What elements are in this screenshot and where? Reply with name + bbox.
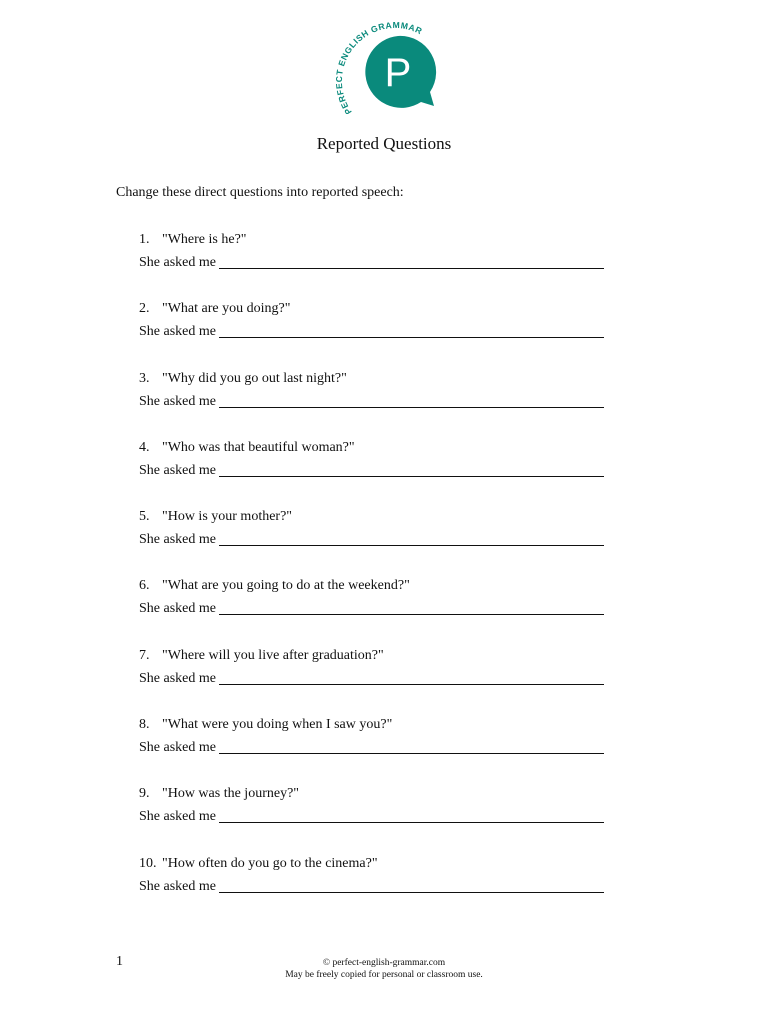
question-line [139,854,619,877]
question-text: "What are you doing?" [162,301,291,317]
question-list [139,230,619,923]
answer-row [139,530,619,553]
question-number: 1. [139,232,150,247]
answer-blank[interactable] [219,267,604,269]
answer-row [139,877,619,900]
question-number: 9. [139,786,150,802]
question-item [139,438,619,507]
answer-blank[interactable] [219,752,604,754]
instructions: Change these direct questions into reported speech: [116,185,404,200]
logo [330,22,442,114]
page-title: Reported Questions [316,134,452,153]
question-number: 5. [139,509,150,525]
question-item [139,299,619,368]
question-line [139,715,619,738]
question-line [139,576,619,599]
question-item [139,507,619,576]
answer-prefix: She asked me [139,809,216,825]
question-item [139,369,619,438]
answer-row [139,392,619,415]
answer-prefix: She asked me [139,462,216,478]
question-line [139,438,619,461]
answer-blank[interactable] [219,336,604,338]
answer-row [139,807,619,830]
question-line [139,784,619,807]
answer-blank[interactable] [219,613,604,615]
logo-letter: P [384,51,412,95]
question-text: "How is your mother?" [162,509,293,525]
answer-blank[interactable] [219,406,604,408]
question-item [139,646,619,715]
question-item [139,576,619,645]
question-line [139,369,619,392]
question-number: 2. [139,301,150,317]
answer-row [139,669,619,692]
answer-blank[interactable] [219,821,604,823]
answer-prefix: She asked me [139,670,216,686]
footer-note: May be freely copied for personal or classroom use. [285,970,483,980]
question-text: "Where is he?" [162,232,247,247]
answer-blank[interactable] [219,475,604,477]
question-line [139,230,619,253]
question-text: "What are you going to do at the weekend?" [162,578,410,594]
question-item [139,784,619,853]
answer-blank[interactable] [219,544,604,546]
question-item [139,854,619,923]
logo-arc-text: PERFECT ENGLISH GRAMMAR [333,22,425,114]
question-number: 7. [139,647,150,663]
question-text: "What were you doing when I saw you?" [162,717,393,733]
answer-blank[interactable] [219,683,604,685]
question-text: "Where will you live after graduation?" [162,647,384,663]
question-item [139,715,619,784]
answer-prefix: She asked me [139,740,216,756]
footer-copyright: © perfect-english-grammar.com [322,958,446,968]
answer-prefix: She asked me [139,255,216,270]
page-number: 1 [116,954,123,969]
answer-row [139,599,619,622]
question-number: 10. [139,855,157,871]
answer-row [139,738,619,761]
question-text: "Why did you go out last night?" [162,370,347,386]
question-line [139,299,619,322]
answer-row [139,322,619,345]
question-number: 6. [139,578,150,594]
footer [0,957,768,981]
question-text: "How was the journey?" [162,786,300,802]
answer-blank[interactable] [219,891,604,893]
question-line [139,507,619,530]
question-line [139,646,619,669]
answer-prefix: She asked me [139,393,216,409]
question-number: 8. [139,717,150,733]
answer-prefix: She asked me [139,878,216,894]
answer-prefix: She asked me [139,324,216,340]
question-number: 4. [139,439,150,455]
question-text: "How often do you go to the cinema?" [162,855,378,871]
question-number: 3. [139,370,150,386]
answer-row [139,461,619,484]
answer-prefix: She asked me [139,601,216,617]
answer-row [139,253,619,276]
answer-prefix: She asked me [139,532,216,548]
question-text: "Who was that beautiful woman?" [162,439,355,455]
question-item [139,230,619,299]
